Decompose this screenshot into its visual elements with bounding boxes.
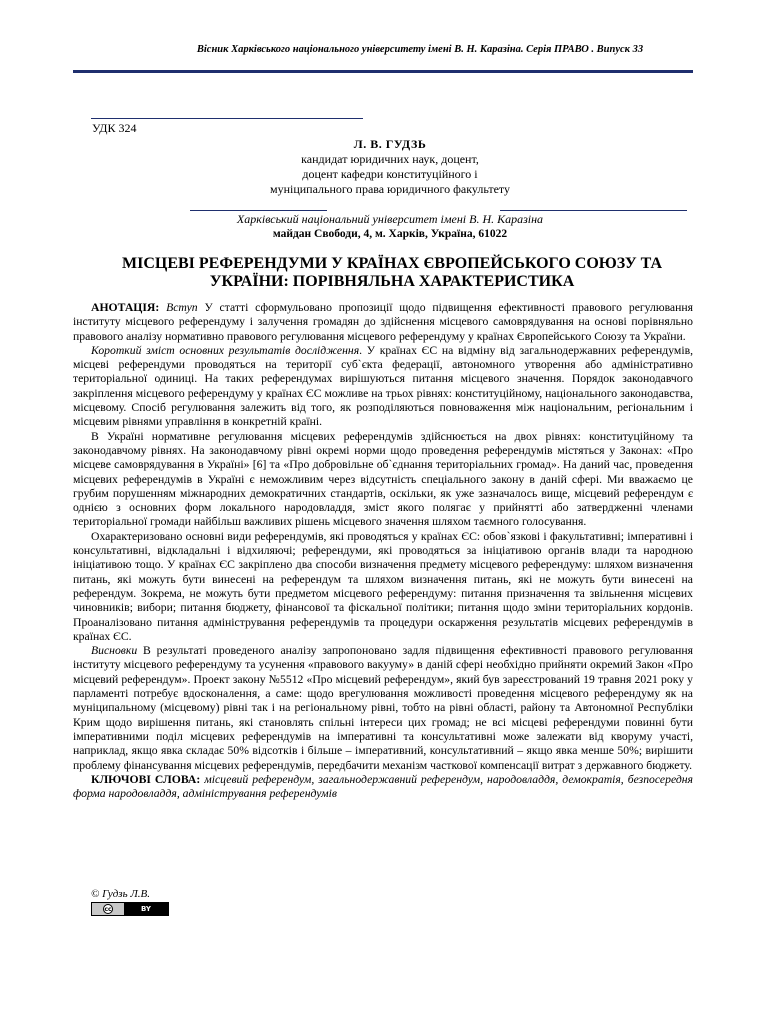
abstract-summary-paragraph — [73, 344, 693, 430]
abstract-types-paragraph: Охарактеризовано основні види референдумів, які проводяться у країнах ЄС: обов`язкові і факультативні; імперативні і консультативні, відкладальні і відхиляючі; референдуми, які проводяться за ініціативою органів влади та народною ініціативою тощо. У країнах ЄС закріплено два способи визначення предмету місцевого референдуму: шляхом визначення питань, які можуть бути винесені на референдум та шляхом визначення питань, які не можуть бути винесені на референдум. Зокрема, не можуть бути предметом місцевого референдуму: питання призначення та звільнення місцевих чиновників; вибори; питання бюджету, фінансової та фіскальної політики; питання щодо зміни територіальних кордонів. Проаналізовано питання адміністрування референдумів та процедури оскарження результатів місцевих референдумів в країнах ЄС. — [73, 529, 693, 643]
keywords-label: КЛЮЧОВІ СЛОВА: — [91, 772, 201, 786]
abstract-intro-paragraph — [73, 301, 693, 344]
affiliation-university: Харківський національний університет імені В. Н. Каразіна — [236, 212, 544, 226]
header-rule — [73, 70, 693, 73]
intro-label: Вступ — [166, 301, 198, 314]
author-block — [190, 137, 590, 197]
abstract-body — [73, 301, 693, 801]
abstract-conclusions-paragraph — [73, 644, 693, 773]
author-name: Л. В. ГУДЗЬ — [353, 137, 427, 151]
author-position-line: муніципального права юридичного факультету — [269, 182, 511, 196]
udk-rule — [91, 118, 363, 119]
abstract-label: АНОТАЦІЯ: — [91, 301, 160, 314]
keywords-terms: місцевий референдум, загальнодержавний референдум, народовладдя, демократія, безпосередня форма народовладдя, адміністрування референдумів — [73, 772, 693, 801]
author-position-line: кандидат юридичних наук, доцент, — [301, 152, 479, 166]
keywords-paragraph — [73, 773, 693, 802]
copyright-notice: © Гудзь Л.В. — [91, 888, 151, 900]
conclusions-label: Висновки — [91, 644, 138, 658]
summary-label: Короткий зміст основних результатів дослідження — [91, 343, 360, 357]
affiliation-rule-right — [500, 210, 687, 211]
affiliation-rule-left — [190, 210, 327, 211]
affiliation-address: майдан Свободи, 4, м. Харків, Україна, 61022 — [272, 228, 508, 240]
summary-text: . У країнах ЄС на відміну від загальнодержавних референдумів, місцеві референдуми проводяться на території суб`єкта федерації, автономного утворення або адміністративно територіальної одиниці. На таких референдумах вирішуються питання місцевого значення. Порядок законодавчого закріплення місцевого референдуму у країнах ЄС можливе на трьох рівнях: конституційному, національного законодавства, місцевому. Спосіб регулювання залежить від того, як розподіляються повноваження між національним, регіональним і місцевим рівнями управління в конкретній країні. — [73, 343, 694, 429]
udk-code: УДК 324 — [92, 121, 137, 135]
abstract-ukraine-paragraph: В Україні нормативне регулювання місцевих референдумів здійснюється на двох рівнях: конституційному та законодавчому рівнях. На законодавчому рівні окремі норми щодо проведення референдумів містяться у Законах: «Про місцеве самоврядування в Україні» [6] та «Про добровільне об`єднання територіальних громад». На даний час, проведення місцевих референдумів в Україні є неможливим через відсутність спеціального закону в даній сфері. Ми вважаємо це грубим порушенням міжнародних демократичних стандартів, оскільки, як уже зазначалось вище, місцевий референдум є однією з основних форм локального народовладдя, зміст якого полягає у прийнятті або затвердженні членами територіальної громади найбільш важливих рішень місцевого значення шляхом таємного голосування. — [73, 429, 693, 529]
cc-circle-icon — [103, 904, 113, 914]
affiliation-block — [190, 212, 590, 242]
by-label: BY — [140, 905, 152, 913]
intro-text: У статті сформульовано пропозиції щодо підвищення ефективності правового регулювання інституту місцевого референдуму і залучення громадян до здійснення місцевого самоврядування на основі порівняльно правового аналізу нормативно правового регулювання місцевого референдуму у країнах Європейського Союзу та України. — [73, 301, 694, 343]
journal-header: Вісник Харківського національного університету імені В. Н. Каразіна. Серія ПРАВО . Випуск 33 — [196, 44, 644, 55]
cc-text: cc — [104, 905, 112, 913]
conclusions-text: В результаті проведеного аналізу запропоновано задля підвищення ефективності правового регулювання інституту місцевого референдуму та усунення «правового вакууму» в даній сфері необхідно прийняти окремий Закон «Про місцевий референдум». Проект закону №5512 «Про місцевий референдум», який був зареєстрований 19 травня 2021 року у парламенті потребує вдосконалення, а саме: щодо врегулювання можливості проведення місцевого референдуму як на муніципальному (місцевому) рівні так і на регіональному рівні, тобто на рівні області, району та Автономної Республіки Крим щодо вирішення питань, які становлять спільні інтереси цих громад; не всі місцеві референдуми повинні бути імперативними поділ місцевих референдумів на імперативні та консультативні може залежати від кворуму участі, наприклад, якщо явка складає 50% відсотків і більше – імперативний, консультативний – якщо явка менше 50%; вирішити проблему фінансування місцевих референдумів, передбачити механізм часткової компенсації витрат з державного бюджету. — [73, 644, 693, 772]
cc-logo-icon — [92, 903, 124, 915]
author-position-line: доцент кафедри конституційного і — [302, 167, 478, 181]
article-title: МІСЦЕВІ РЕФЕРЕНДУМИ У КРАЇНАХ ЄВРОПЕЙСЬКОГО СОЮЗУ ТА УКРАЇНИ: ПОРІВНЯЛЬНА ХАРАКТЕРИСТИКА — [122, 255, 662, 290]
cc-by-license-badge[interactable] — [91, 902, 169, 916]
